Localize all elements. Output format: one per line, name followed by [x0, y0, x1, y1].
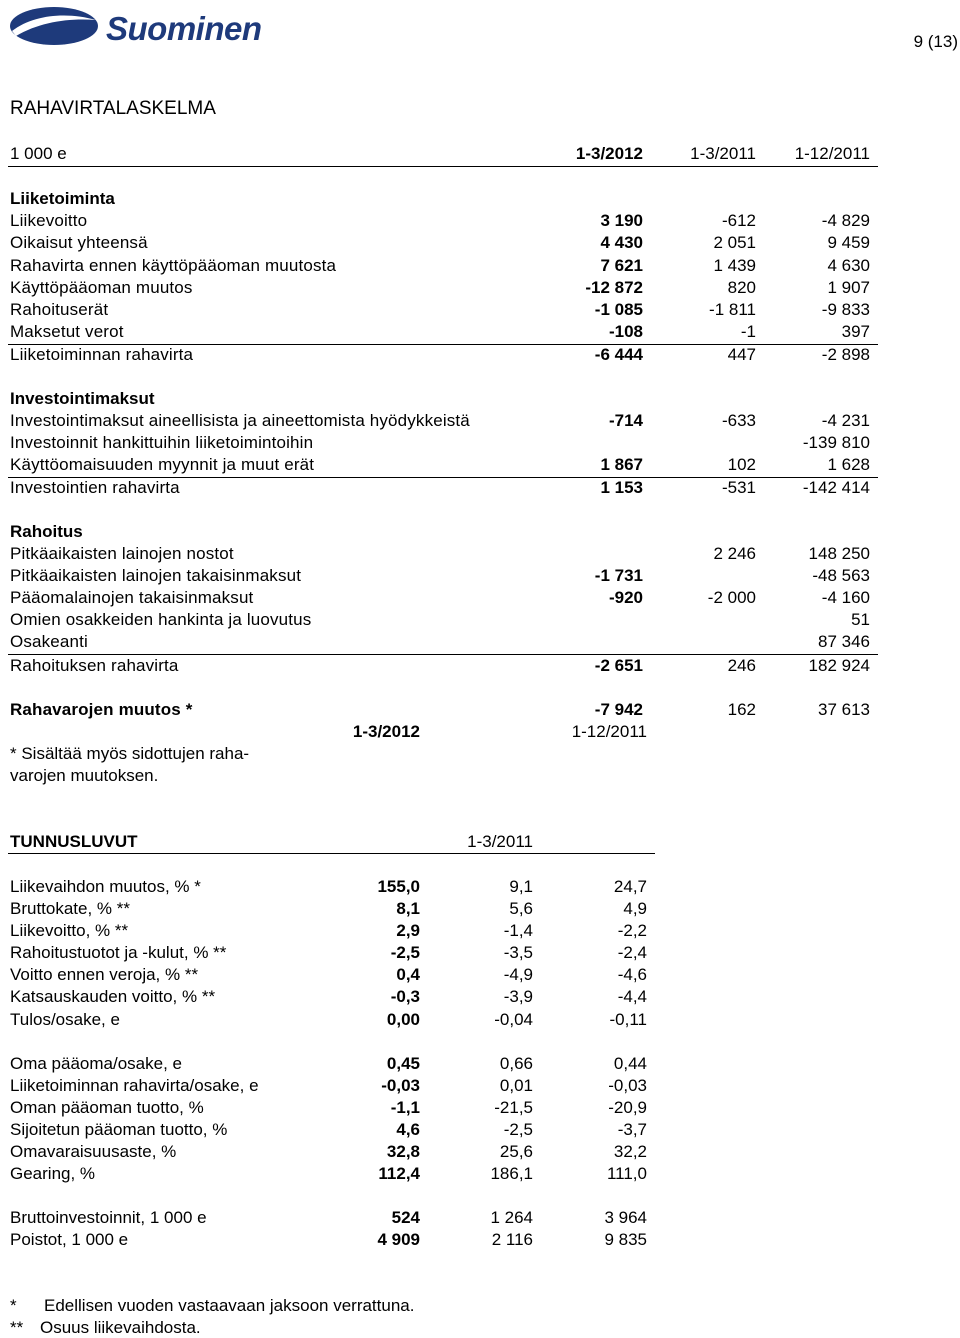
- row-value: 2 246: [713, 544, 756, 563]
- keyfig-value: 5,6: [509, 899, 533, 918]
- row-value: -4 829: [821, 211, 870, 230]
- subtotal-rule: [8, 654, 878, 655]
- row-value: 447: [727, 345, 756, 364]
- keyfig-value: -1,1: [390, 1098, 420, 1117]
- keyfig-value: 1 264: [490, 1208, 533, 1227]
- section-heading: Rahoitus: [10, 522, 83, 541]
- row-value: -7 942: [594, 700, 643, 719]
- keyfig-value: -20,9: [608, 1098, 647, 1117]
- note-text: Osuus liikevaihdosta.: [40, 1318, 201, 1337]
- logo-swoosh-icon: [8, 4, 100, 48]
- keyfig-value: 0,44: [613, 1054, 647, 1073]
- row-label: Pääomalainojen takaisinmaksut: [10, 588, 254, 607]
- note-text: Edellisen vuoden vastaavaan jaksoon verrattuna.: [44, 1296, 415, 1315]
- keyfig-value: -2,5: [503, 1120, 533, 1139]
- keyfig-value: 8,1: [396, 899, 420, 918]
- keyfig-value: -0,11: [609, 1010, 647, 1029]
- row-value: 37 613: [818, 700, 870, 719]
- note-mark: **: [10, 1318, 24, 1337]
- row-value: -4 160: [821, 588, 870, 607]
- keyfig-column-header: 1-12/2011: [571, 722, 647, 741]
- row-value: 9 459: [827, 233, 870, 252]
- row-value: -6 444: [594, 345, 643, 364]
- cashflow-footnote: * Sisältää myös sidottujen raha-: [10, 744, 250, 763]
- keyfig-value: 0,01: [499, 1076, 533, 1095]
- row-value: 2 051: [713, 233, 756, 252]
- row-value: -12 872: [585, 278, 643, 297]
- keyfig-label: Liiketoiminnan rahavirta/osake, e: [10, 1076, 259, 1095]
- column-header: 1-3/2011: [690, 144, 756, 163]
- keyfig-value: 4,6: [396, 1120, 420, 1139]
- keyfig-value: 9 835: [604, 1230, 647, 1249]
- row-label: Investoinnit hankittuihin liiketoimintoihin: [10, 433, 314, 452]
- keyfig-value: -4,6: [617, 965, 647, 984]
- keyfig-label: Poistot, 1 000 e: [10, 1230, 129, 1249]
- row-value: -2 651: [594, 656, 643, 675]
- keyfig-value: -0,3: [390, 987, 420, 1006]
- row-value: 1 628: [827, 455, 870, 474]
- row-value: -2 000: [707, 588, 756, 607]
- keyfig-value: 0,4: [396, 965, 420, 984]
- keyfig-value: -0,03: [608, 1076, 647, 1095]
- keyfig-value: -2,5: [390, 943, 420, 962]
- row-label: Rahoituserät: [10, 300, 109, 319]
- unit-label: 1 000 e: [10, 144, 67, 163]
- row-value: -714: [608, 411, 643, 430]
- row-value: 7 621: [600, 256, 643, 275]
- row-value: 397: [841, 322, 870, 341]
- keyfig-value: 186,1: [490, 1164, 533, 1183]
- row-value: -1 811: [709, 300, 756, 319]
- row-value: 4 430: [600, 233, 643, 252]
- cashflow-title: RAHAVIRTALASKELMA: [10, 98, 216, 119]
- keyfig-label: Tulos/osake, e: [10, 1010, 120, 1029]
- row-value: -2 898: [821, 345, 870, 364]
- keyfig-value: 524: [391, 1208, 420, 1227]
- header-rule: [8, 166, 878, 167]
- row-value: 51: [851, 610, 870, 629]
- row-value: -108: [608, 322, 643, 341]
- row-value: -139 810: [802, 433, 870, 452]
- keyfig-value: -21,5: [494, 1098, 533, 1117]
- row-label: Liikevoitto: [10, 211, 88, 230]
- row-value: -612: [721, 211, 756, 230]
- keyfig-value: -0,04: [494, 1010, 533, 1029]
- keyfig-label: Oma pääoma/osake, e: [10, 1054, 182, 1073]
- row-value: 148 250: [808, 544, 870, 563]
- keyfig-label: Bruttokate, % **: [10, 899, 131, 918]
- row-value: 3 190: [600, 211, 643, 230]
- row-value: -4 231: [821, 411, 870, 430]
- keyfig-value: 25,6: [499, 1142, 533, 1161]
- row-value: 1 907: [827, 278, 870, 297]
- keyfig-rule: [8, 853, 655, 854]
- keyfig-value: 3 964: [604, 1208, 647, 1227]
- row-label: Maksetut verot: [10, 322, 124, 341]
- row-value: -633: [721, 411, 756, 430]
- keyfig-value: -3,9: [503, 987, 533, 1006]
- keyfig-title: TUNNUSLUVUT: [10, 832, 138, 851]
- row-value: 87 346: [818, 632, 870, 651]
- keyfig-value: 0,45: [386, 1054, 420, 1073]
- row-label: Käyttöpääoman muutos: [10, 278, 193, 297]
- keyfig-value: 2 116: [491, 1230, 533, 1249]
- row-value: 102: [727, 455, 756, 474]
- keyfig-value: -3,7: [617, 1120, 647, 1139]
- row-label: Pitkäaikaisten lainojen nostot: [10, 544, 234, 563]
- row-value: -1 731: [594, 566, 643, 585]
- keyfig-value: -4,4: [617, 987, 647, 1006]
- keyfig-label: Bruttoinvestoinnit, 1 000 e: [10, 1208, 207, 1227]
- keyfig-value: 9,1: [509, 877, 533, 896]
- keyfig-value: 32,2: [613, 1142, 647, 1161]
- row-value: 182 924: [808, 656, 870, 675]
- section-heading: Liiketoiminta: [10, 189, 115, 208]
- row-label: Pitkäaikaisten lainojen takaisinmaksut: [10, 566, 302, 585]
- row-value: -1: [740, 322, 756, 341]
- keyfig-column-header: 1-3/2011: [467, 832, 533, 851]
- row-value: 1 153: [600, 478, 643, 497]
- keyfig-value: -0,03: [381, 1076, 420, 1095]
- row-label: Omien osakkeiden hankinta ja luovutus: [10, 610, 312, 629]
- column-header: 1-12/2011: [794, 144, 870, 163]
- row-label: Rahoituksen rahavirta: [10, 656, 179, 675]
- row-value: -9 833: [821, 300, 870, 319]
- keyfig-label: Rahoitustuotot ja -kulut, % **: [10, 943, 227, 962]
- keyfig-value: -1,4: [503, 921, 533, 940]
- page-number: 9 (13): [913, 32, 958, 51]
- keyfig-label: Liikevaihdon muutos, % *: [10, 877, 201, 896]
- keyfig-label: Katsauskauden voitto, % **: [10, 987, 216, 1006]
- row-label: Osakeanti: [10, 632, 88, 651]
- row-label: Liiketoiminnan rahavirta: [10, 345, 194, 364]
- row-label: Rahavarojen muutos *: [10, 700, 193, 719]
- keyfig-label: Oman pääoman tuotto, %: [10, 1098, 204, 1117]
- row-value: 246: [727, 656, 756, 675]
- row-value: 820: [727, 278, 756, 297]
- row-value: 1 439: [713, 256, 756, 275]
- cashflow-footnote: varojen muutoksen.: [10, 766, 159, 785]
- row-value: -48 563: [812, 566, 870, 585]
- keyfig-label: Omavaraisuusaste, %: [10, 1142, 177, 1161]
- keyfig-value: -2,4: [617, 943, 647, 962]
- keyfig-column-header: 1-3/2012: [352, 722, 420, 741]
- keyfig-value: 4 909: [377, 1230, 420, 1249]
- row-label: Investointien rahavirta: [10, 478, 180, 497]
- keyfig-value: -2,2: [617, 921, 647, 940]
- row-value: 1 867: [600, 455, 643, 474]
- row-label: Käyttöomaisuuden myynnit ja muut erät: [10, 455, 315, 474]
- suominen-logo: [8, 4, 298, 48]
- row-value: -920: [608, 588, 643, 607]
- row-label: Investointimaksut aineellisista ja aineettomista hyödykkeistä: [10, 411, 470, 430]
- keyfig-label: Sijoitetun pääoman tuotto, %: [10, 1120, 228, 1139]
- brand-name: Suominen: [106, 10, 262, 47]
- keyfig-value: 2,9: [396, 921, 420, 940]
- row-value: -142 414: [802, 478, 870, 497]
- note-mark: *: [10, 1296, 17, 1315]
- row-value: 4 630: [827, 256, 870, 275]
- row-value: -1 085: [594, 300, 643, 319]
- column-header: 1-3/2012: [575, 144, 643, 163]
- row-value: -531: [721, 478, 756, 497]
- keyfig-label: Voitto ennen veroja, % **: [10, 965, 199, 984]
- row-label: Rahavirta ennen käyttöpääoman muutosta: [10, 256, 337, 275]
- keyfig-value: -3,5: [503, 943, 533, 962]
- row-label: Oikaisut yhteensä: [10, 233, 148, 252]
- keyfig-label: Gearing, %: [10, 1164, 96, 1183]
- row-value: 162: [727, 700, 756, 719]
- keyfig-value: 24,7: [613, 877, 647, 896]
- section-heading: Investointimaksut: [10, 389, 155, 408]
- keyfig-value: 32,8: [386, 1142, 420, 1161]
- keyfig-value: 111,0: [606, 1164, 647, 1183]
- keyfig-value: 155,0: [377, 877, 420, 896]
- keyfig-value: 0,66: [499, 1054, 533, 1073]
- keyfig-value: 0,00: [386, 1010, 420, 1029]
- keyfig-value: 4,9: [623, 899, 647, 918]
- keyfig-label: Liikevoitto, % **: [10, 921, 129, 940]
- keyfig-value: 112,4: [378, 1164, 420, 1183]
- keyfig-value: -4,9: [503, 965, 533, 984]
